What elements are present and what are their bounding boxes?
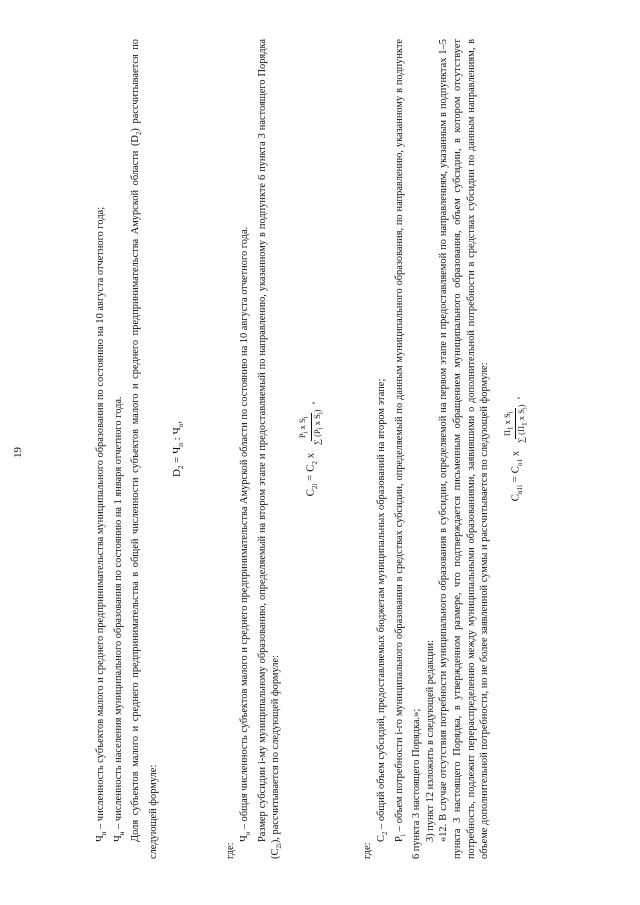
subscript: i xyxy=(316,412,325,415)
subscript: 2 xyxy=(310,461,319,465)
symbol: P xyxy=(393,836,405,842)
formula-part: x S xyxy=(311,414,322,428)
subscript: п xyxy=(100,831,109,836)
paragraph-text: Доля субъектов малого и среднего предпринимательства в общей численности субъектов малого и среднего предпринимательства Амурской области (D xyxy=(130,135,142,842)
formula-part: P xyxy=(296,433,307,439)
formula-part: x xyxy=(509,448,522,460)
symbol: Ч xyxy=(95,835,106,842)
fraction-numerator xyxy=(297,413,312,441)
subscript: i xyxy=(316,427,325,430)
formula-part: D xyxy=(170,469,183,478)
subscript: о xyxy=(244,831,253,836)
where-label: где: xyxy=(225,842,237,859)
paragraph-share-d2 xyxy=(129,39,160,859)
formula-part: = С xyxy=(509,466,522,486)
subscript: 2i xyxy=(310,483,319,490)
formula-part: ) xyxy=(311,409,322,413)
paragraph-text: Размер субсидии i-му муниципальному образованию, определяемый на втором этапе и предоставляемый по направлению, указанному в подпункте 6 пункта 3 настоящего Порядка (С xyxy=(256,39,282,859)
fraction-denominator xyxy=(312,406,326,448)
formula-part: x S xyxy=(296,418,307,432)
page-number: 19 xyxy=(12,447,24,458)
subscript: o1 xyxy=(515,459,524,467)
formula-part: , xyxy=(509,396,522,400)
paragraph-subsidy-c2i xyxy=(256,39,287,859)
formula-part: x S xyxy=(501,413,512,427)
formula-c2i xyxy=(297,39,325,859)
subscript: о xyxy=(176,423,185,428)
page-content xyxy=(94,39,540,859)
paragraph-text: ), рассчитывается по следующей формуле: xyxy=(270,655,282,844)
paragraph-c2 xyxy=(375,39,393,859)
symbol: С xyxy=(375,835,387,842)
formula-part: x S xyxy=(516,409,527,423)
paragraph-text: – численность субъектов малого и среднего предпринимательства муниципального образования по состоянию на 10 августа отчетного года; xyxy=(95,206,106,832)
paragraph-text: – общая численность субъектов малого и среднего предпринимательства Амурской области по состоянию на 10 августа отчетного года. xyxy=(238,226,250,832)
subscript: n1i xyxy=(515,485,524,495)
formula-fraction xyxy=(502,401,530,446)
formula-part: , xyxy=(170,420,183,424)
symbol: Ч xyxy=(238,835,250,842)
formula-part: = С xyxy=(304,464,317,484)
paragraph-pi xyxy=(393,39,424,859)
formula-cn1i xyxy=(502,39,530,859)
subscript: 2 xyxy=(380,831,389,836)
subscript: 2 xyxy=(135,131,144,136)
formula-part: x xyxy=(304,450,317,462)
formula-part: : Ч xyxy=(170,427,183,443)
formula-d2 xyxy=(171,39,189,859)
subscript: i xyxy=(521,407,530,410)
formula-part: С xyxy=(304,489,317,497)
formula-part: ) xyxy=(516,404,527,408)
subscript: 1 xyxy=(506,426,515,430)
subscript: i xyxy=(398,834,407,837)
formula-part: П xyxy=(501,429,512,437)
paragraph-chn xyxy=(112,39,130,859)
subscript: 1 xyxy=(521,422,530,426)
subscript: i xyxy=(301,431,310,434)
formula-fraction xyxy=(297,406,325,448)
formula-part: С xyxy=(509,494,522,502)
where-label: где: xyxy=(362,842,374,859)
symbol: Ч xyxy=(112,835,124,842)
subscript: 2i xyxy=(275,843,284,849)
paragraph-cho xyxy=(238,39,256,859)
paragraph-chp xyxy=(94,39,112,859)
formula-part: ∑ (П xyxy=(516,425,527,444)
paragraph-point-12: «12. В случае отсутствия потребности муниципального образования в субсидии, определяемой на первом этапе и предоставляемой по направлениям, указанным в подпунктах 1–5 пункта 3 настоящего Порядка, в утвержденном размере, что подтверждается письменным обращением муниципального образования, объем субсидии, в котором отсутствует потребность, подлежит перераспределению между муниципальными образованиями, заявившими о дополнительной потребности в средствах субсидии по данным направлениям, в объеме дополнительной потребности, но не более заявленной суммы и рассчитывается по следующей формуле: xyxy=(438,39,491,859)
paragraph-item-3: 3) пункт 12 изложить в следующей редакции: xyxy=(424,640,436,842)
subscript: i xyxy=(301,416,310,419)
paragraph-text: – объем потребности i-го муниципального образования в средствах субсидии, определяемый по данным муниципального образования, по направлению, указанному в подпункте 6 пункта 3 настоящего Порядка.»; xyxy=(393,39,423,859)
paragraph-text: ) рассчитывается по следующей формуле: xyxy=(130,39,160,859)
paragraph-text: – общий объем субсидий, предоставляемых бюджетам муниципальных образований на втором этапе; xyxy=(375,378,387,832)
subscript: 2 xyxy=(176,465,185,470)
subscript: н xyxy=(117,831,126,836)
formula-part: , xyxy=(304,401,317,405)
subscript: i xyxy=(506,411,515,414)
paragraph-text: – численность населения муниципального образования по состоянию на 1 января отчетного года. xyxy=(112,396,124,832)
formula-part: = Ч xyxy=(170,446,183,466)
fraction-numerator xyxy=(502,408,517,439)
fraction-denominator xyxy=(516,401,530,446)
subscript: п xyxy=(176,442,185,447)
formula-part: ∑ (P xyxy=(311,429,322,446)
